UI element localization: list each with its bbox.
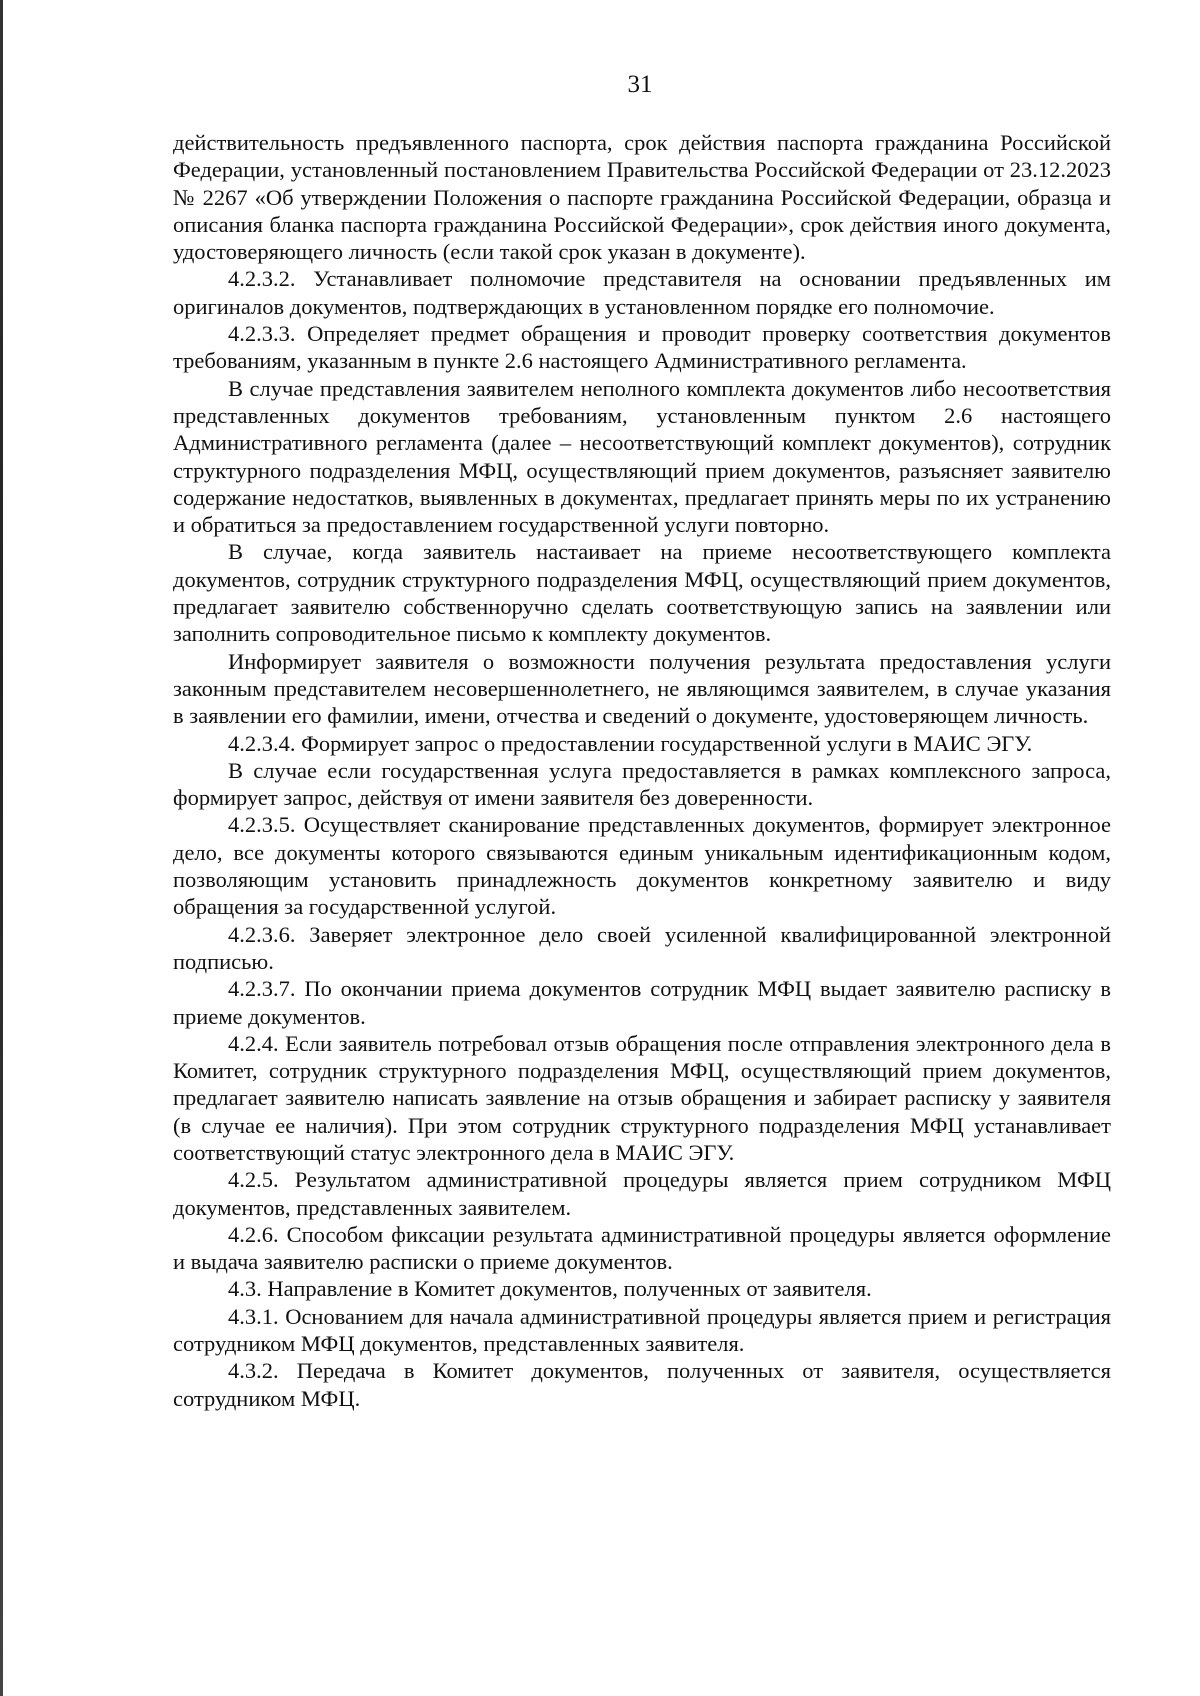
scan-edge-shadow: [0, 0, 3, 1696]
paragraph-passport-validity: действительность предъявленного паспорта, срок действия паспорта гражданина Российской Федерации, установленный постановлением Правительства Российской Федерации от 23.12.2023 № 2267 «Об утверждении Положения о паспорте гражданина Российской Федерации, образца и описания бланка паспорта гражданина Российской Федерации», срок действия иного документа, удостоверяющего личность (если такой срок указан в документе).: [173, 130, 1111, 265]
paragraph-4-2-3-3: 4.2.3.3. Определяет предмет обращения и проводит проверку соответствия документов требованиям, указанным в пункте 2.6 настоящего Административного регламента.: [173, 321, 1111, 374]
paragraph-4-2-5: 4.2.5. Результатом административной процедуры является прием сотрудником МФЦ документов, представленных заявителем.: [173, 1167, 1111, 1220]
paragraph-complex-request: В случае если государственная услуга предоставляется в рамках комплексного запроса, формирует запрос, действуя от имени заявителя без доверенности.: [173, 757, 1111, 811]
paragraph-informs-applicant: Информирует заявителя о возможности получения результата предоставления услуги законным представителем несовершеннолетнего, не являющимся заявителем, в случае указания в заявлении его фамилии, имени, отчества и сведений о документе, удостоверяющем личность.: [173, 648, 1111, 729]
page-number: 31: [627, 71, 653, 98]
paragraph-4-2-3-5: 4.2.3.5. Осуществляет сканирование представленных документов, формирует электронное дело, все документы которого связываются единым уникальным идентификационным кодом, позволяющим установить принадлежность документов конкретному заявителю и виду обращения за государственной услугой.: [173, 812, 1111, 920]
paragraph-4-3-2: 4.3.2. Передача в Комитет документов, полученных от заявителя, осуществляется сотрудником МФЦ.: [173, 1358, 1111, 1411]
paragraph-incomplete-set: В случае представления заявителем неполного комплекта документов либо несоответствия представленных документов требованиям, установленным пунктом 2.6 настоящего Административного регламента (далее – несоответствующий комплект документов), сотрудник структурного подразделения МФЦ, осуществляющий прием документов, разъясняет заявителю содержание недостатков, выявленных в документах, предлагает принять меры по их устранению и обратиться за предоставлением государственной услуги повторно.: [173, 375, 1111, 538]
paragraph-4-2-3-6: 4.2.3.6. Заверяет электронное дело своей усиленной квалифицированной электронной подписью.: [173, 921, 1111, 974]
paragraph-4-3: 4.3. Направление в Комитет документов, полученных от заявителя.: [228, 1276, 872, 1302]
paragraph-4-2-3-2: 4.2.3.2. Устанавливает полномочие представителя на основании предъявленных им оригиналов документов, подтверждающих в установленном порядке его полномочие.: [173, 266, 1111, 319]
document-body: [173, 129, 1111, 1412]
paragraph-4-3-1: 4.3.1. Основанием для начала административной процедуры является прием и регистрация сотрудником МФЦ документов, представленных заявителя.: [173, 1303, 1111, 1357]
paragraph-4-2-4: 4.2.4. Если заявитель потребовал отзыв обращения после отправления электронного дела в Комитет, сотрудник структурного подразделения МФЦ, осуществляющий прием документов, предлагает заявителю написать заявление на отзыв обращения и забирает расписку у заявителя (в случае ее наличия). При этом сотрудник структурного подразделения МФЦ устанавливает соответствующий статус электронного дела в МАИС ЭГУ.: [173, 1030, 1111, 1165]
paragraph-4-2-3-7: 4.2.3.7. По окончании приема документов сотрудник МФЦ выдает заявителю расписку в приеме документов.: [173, 976, 1111, 1029]
paragraph-4-2-3-4: 4.2.3.4. Формирует запрос о предоставлении государственной услуги в МАИС ЭГУ.: [228, 730, 1033, 756]
paragraph-applicant-insists: В случае, когда заявитель настаивает на приеме несоответствующего комплекта документов, сотрудник структурного подразделения МФЦ, осуществляющий прием документов, предлагает заявителю собственноручно сделать соответствующую запись на заявлении или заполнить сопроводительное письмо к комплекту документов.: [173, 539, 1111, 647]
paragraph-4-2-6: 4.2.6. Способом фиксации результата административной процедуры является оформление и выдача заявителю расписки о приеме документов.: [173, 1221, 1111, 1275]
